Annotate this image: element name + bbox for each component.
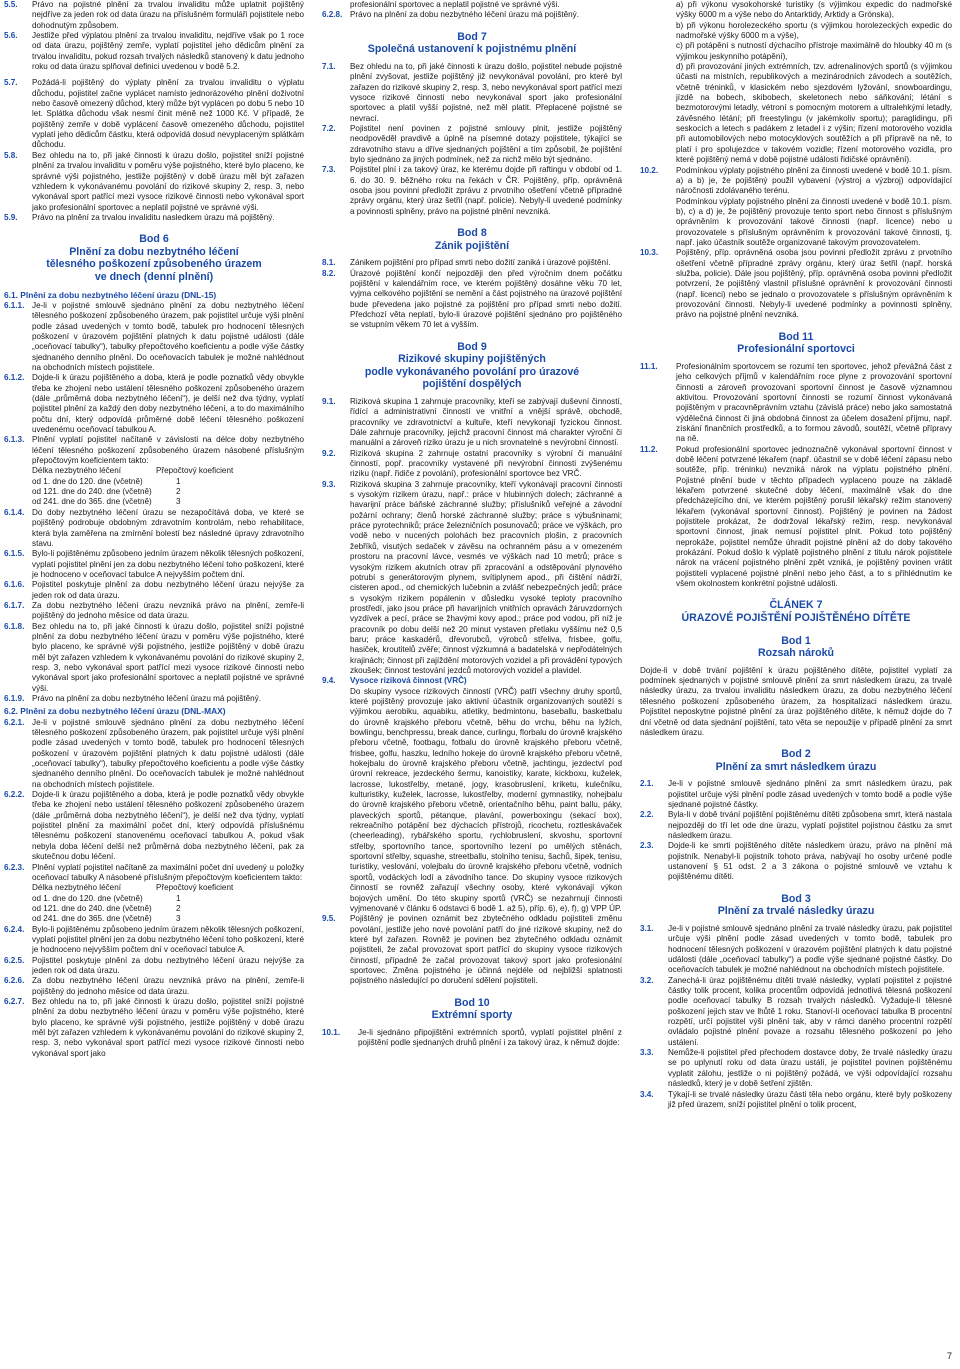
paragraph-5-5: 5.5. Právo na pojistné plnění za trvalou invaliditu může uplatnit pojištěný nejdříve za jeden rok od data úrazu na příslušném formuláři pojistitele nebo dohodnutým způsobem. [4, 0, 304, 30]
paragraph-6-2-4: 6.2.4. Bylo-li pojištěnému způsobeno jedním úrazem několik tělesných poškození, vyplatí pojistitel plnění jen za dobu nezbytného léčení toho poškození, které je hodnoceno nejvyšším počtem dní v oceňovací tabulce A. [4, 924, 304, 955]
paragraph-7-2: 7.2. Pojistitel není povinen z pojistné smlouvy plnit, jestliže pojištěný neodpověděl pravdivě a úplně na písemné dotazy pojistitele, týkající se zdravotního stavu a dříve sjednaných pojištění a tím způsobil, že pojištění bylo sjednáno za jiných podmínek, než za nichž mělo být sjednáno. [322, 123, 622, 164]
paragraph-6-1-7: 6.1.7. Za dobu nezbytného léčení úrazu nevzniká právo na plnění, zemře-li pojištěný do jednoho měsíce od data úrazu. [4, 600, 304, 621]
paragraph-6-1-2: 6.1.2. Dojde-li k úrazu pojištěného a doba, která je podle poznatků vědy obvykle třeba ke zhojení nebo ustálení tělesného poškození způsobeného úrazem (dále „průměrná doba nezbytného léčení“), je delší než dva týdny, vyplatí pojistitel plnění za každý den doby nezbytného léčení, a to do maximálního počtu dní, který odpovídá průměrné době léčení tělesného poškození uvedenému oceňovací tabulkou A. [4, 373, 304, 435]
paragraph-6-2-1: 6.2.1. Je-li v pojistné smlouvě sjednáno plnění za dobu nezbytného léčení tělesného poškození způsobeného úrazem, pak pojistitel určuje výši plnění podle zásad uvedených v tomto bodě, tabulek pro hodnocení tělesných poškození v úrazovém pojištění platných k datu pojistné události (dále „oceňovací tabulky“), tabulky přepočtového koeficientu a podle výše částky sjednaného denního plnění. Do oceňovacích tabulek je možné nahlédnout na obchodních místech pojistitele. [4, 717, 304, 789]
paragraph-6-2-5: 6.2.5. Pojistitel poskytuje plnění za dobu nezbytného léčení úrazu nejvýše za jeden rok od data úrazu. [4, 955, 304, 975]
section-heading-bod-9: Bod 9 Rizikové skupiny pojištěných podle vykonávaného povolání pro úrazové pojištění dospělých [364, 340, 580, 391]
paragraph-10-2-body: Podmínkou výplaty pojistného plnění za činnosti uvedené v bodě 10.1. písm. b), c) a d) je, že pojištěný provozuje tento sport nebo činnost s příslušným oprávněním k provozování takové činnosti (např. licence) nebo u provozovatele s příslušným oprávněním k provozování takové činnosti, tj. např. jako účastník soutěže organizované takovým provozovatelem. [676, 196, 952, 247]
paragraph-9-2: 9.2. Riziková skupina 2 zahrnuje ostatní pracovníky s výrobní či manuální činností, popř. pracovníky vystavené při nevýrobní činnosti zvýšenému riziku (např. řidiče z povolání), profesionální sportovce bez VRČ. [322, 448, 622, 479]
section-heading-bod-2: Bod 2 Plnění za smrt následkem úrazu [715, 748, 877, 773]
paragraph-10-2: 10.2. Podmínkou výplaty pojistného plnění za činnosti uvedené v bodě 10.1. písm. a) a b) je, že pojištěný použil vybavení (výstroj a výzbroj) odpovídající náročnosti zdolávaného terénu. [640, 165, 952, 196]
list-item-c: c) při potápění s nutností dýchacího přístroje maximálně do hloubky 40 m (s výjimkou jeskynního potápění), [676, 41, 952, 61]
paragraph-6-1-1: 6.1.1. Je-li v pojistné smlouvě sjednáno plnění za dobu nezbytného léčení tělesného poškození způsobeného úrazem, pak pojistitel určuje výši plnění podle zásad uvedených v tomto bodě, tabulek pro hodnocení tělesných poškození v úrazovém pojištění platných k datu pojistné události (dále „oceňovací tabulky“), tabulky přepočtového koeficientu a podle výše částky sjednaného denního plnění. Do oceňovacích tabulek je možné nahlédnout na obchodních místech pojistitele. [4, 300, 304, 372]
paragraph-10-1: 10.1. Je-li sjednáno připojištění extrémních sportů, vyplatí pojistitel plnění z pojištění podle sjednaných druhů plnění i za takový úraz, k němuž dojde: [322, 1027, 622, 1048]
section-heading-bod-11: Bod 11 Profesionální sportovci [737, 330, 855, 356]
paragraph-2-3: 2.3. Dojde-li ke smrti pojištěného dítěte následkem úrazu, právo na plnění má pojistník. Nenabyl-li pojistník tohoto práva, nabývají ho osoby určené podle ustanovení § 51 odst. 2 a 3 zákona o pojistné smlouvě ve vztahu k pojištěnému dítěti. [640, 841, 952, 882]
paragraph-6-2-7-continued: profesionální sportovec a neplatil pojistné ve správné výši. [350, 0, 560, 9]
list-item-b: b) při výkonu horolezeckého sportu (s výjimkou horolezeckých expedic do nadmořské výšky 6000 m a výše), [676, 20, 952, 41]
coefficient-table-2: Délka nezbytného léčení Přepočtový koeficient od 1. dne do 120. dne (včetně) 1 od 121. dne do 240. dne (včetně) 2 od 241. dne do 365. dne (včetně) 3 [32, 883, 234, 924]
paragraph-5-8: 5.8. Bez ohledu na to, při jaké činnosti k úrazu došlo, pojistitel sníží pojistné plnění za trvalou invaliditu v poměru výše pojistného, které bylo placeno, ke správné výši pojistného, jestliže pojištěný v době úrazu měl být zařazen vzhledem k vykonávanému povolání do rizikové skupiny 2, resp. 3, nebo vykonával sport patřící mezi vysoce rizikové činnosti nebo vykonával sport jako profesionální sportovec a neplatil pojistné ve správné výši. [4, 150, 304, 212]
article-heading-7: ČLÁNEK 7 ÚRAZOVÉ POJIŠTĚNÍ POJIŠTĚNÉHO DÍTĚTE [681, 599, 911, 624]
paragraph-9-3: 9.3. Riziková skupina 3 zahrnuje pracovníky, kteří vykonávají pracovní činnosti s vysokým rizikem úrazu, např.: práce v hlubinných dolech; záchranné a havarijní práce báňské záchranné služby; příslušníků veřejné a závodní požární ochrany; členů horské záchranné služby; práce s výbušninami; práce pyrotechniků; práce železničních posunovačů; práce ve výškách, pro vodě nebo v nucených polohách bez pracovních plošin, z pracovních žebříků, visutých sedaček v závěsu na ochranném pásu a v omezeném prostoru na pracovní lávce, vesmés ve výškách nad 10 metrů; práce s vysokým rizikem akutních otrav při zpracování a odstěpování plynového potrubí s generátorovým plynem, svítiplynem apod., při čištění nádrží, cisteren apod., od chemických lučebnin a zvlášť nebezpečných jedů; práce s vysokým rizikem popálenin v důsledku vysoké teploty pracovního prostředí, jako jsou práce při havarijních vnitřních opravách žáruvzdorných vyzdívek a pecí, práce se žhavými kovy apod.; práce pod vodou, při níž je pracovník po dobu delší než 20 minut vystaven přetlaku vyššímu než 0,5 baru; práce kaskadérů, dřevorubců, výrobců střeliva, frisbee, golfu, hasiček, kroutitelů zvěře; činnost výzkumná a badatelská v nepřodátelných krajinách; činnost při zajíždění motorových vozidel a při provádění typových zkoušek; činnost testování jezdců motorových vozidel a plavidel. [322, 479, 622, 675]
paragraph-3-2: 3.2. Zanechá-li úraz pojištěnému dítěti trvalé následky, vyplatí pojistitel z pojistné částky tolik procent, kolika procentům odpovídá jednotlivá tělesná poškození podle oceňovací tabulky B rozsah trvalých následků. Vyžaduje-li tělesné poškození jejich stav ve lhůtě 1 roku. Stanoví-li oceňovací tabulka B procentní rozpětí, určí pojistitel výši plnění tak, aby v rámci daného procentní rozpětí ovládalo pojistné plnění povaze a rozsahu tělesného poškození po jeho ustálení. [640, 975, 952, 1047]
paragraph-3-4: 3.4. Týkají-li se trvalé následky úrazu části těla nebo orgánu, které byly poškozeny již před úrazem, sníží pojistitel plnění o tolik procent, [640, 1089, 952, 1109]
column-middle [322, 0, 622, 1048]
paragraph-6-2-7: 6.2.7. Bez ohledu na to, při jaké činnosti k úrazu došlo, pojistitel sníží pojistné plnění za dobu nezbytného léčení úrazu v poměru výše pojistného, které bylo placeno, ke správné výši pojistného, jestliže pojištěný v době úrazu měl být zařazen vzhledem k vykonávanému povolání do rizikové skupiny 2, resp. 3, nebo vykonával sport patřící mezi vysoce rizikové činnosti nebo vykonával sport jako [4, 996, 304, 1058]
subheading-6-2: 6.2. Plnění za dobu nezbytného léčení úrazu (DNL-MAX) [4, 706, 226, 717]
subheading-6-1: 6.1. Plnění za dobu nezbytného léčení úrazu (DNL-15) [4, 289, 217, 300]
paragraph-6-2-3: 6.2.3. Plnění vyplatí pojistitel načítaně za maximální počet dní uvedený u položky oceňovací tabulky A násobené příslušným přepočtovým koeficientem takto: [4, 862, 304, 882]
paragraph-6-1-8: 6.1.8. Bez ohledu na to, při jaké činnosti k úrazu došlo, pojistitel sníží pojistné plnění za dobu nezbytného léčení úrazu v poměru výše pojistného, které bylo placeno, ke správné výši pojistného, jestliže pojištěný v době úrazu měl být zařazen vzhledem k vykonávanému povolání do rizikové skupiny 2, resp. 3, nebo vykonával sport patřící mezi vysoce rizikové činnosti nebo vykonával sport jako profesionální sportovec a neplatil pojistné ve správné výši. [4, 621, 304, 693]
section-heading-bod-3: Bod 3 Plnění za trvalé následky úrazu [717, 892, 875, 918]
paragraph-6-1-3: 6.1.3. Plnění vyplatí pojistitel načítaně v závislosti na délce doby nezbytného léčení tělesného poškození způsobeného úrazem násobené příslušným přepočtovým koeficientem takto: [4, 435, 304, 466]
paragraph-5-9: 5.9. Právo na plnění za trvalou invaliditu nasledkem úrazu má pojištěný. [4, 212, 275, 222]
paragraph-3-1: 3.1. Je-li v pojistné smlouvě sjednáno plnění za trvalé následky úrazu, pak pojistitel určuje výši plnění podle zásad uvedených v tomto bodě, tabulek pro hodnocení tělesných poškození v úrazovém pojištění platných k datu pojistné události (dále „oceňovací tabulky“) a podle výše sjednané pojistné částky. Do oceňovacích tabulek je možné nahlédnout na obchodních místech pojistitele. [640, 924, 952, 975]
section-heading-bod-6: Bod 6 Plnění za dobu nezbytného léčení tělesného poškození způsobeného úrazem ve dnech (denní plnění) [46, 233, 262, 283]
paragraph-6-1-4: 6.1.4. Do doby nezbytného léčení úrazu se nezapočítává doba, ve které se pojištěný podrobuje obdobným zdravotním kontrolám, nebo rehabilitace, která byla zaměřena na zmírnění bolestí bez následné úpravy zdravotního stavu. [4, 507, 304, 548]
list-item-d: d) při provozování jiných extrémních, tzv. adrenalinových sportů (s výjimkou účasti na místních, republikových a mezinárodních závodech a soutěžích, včetně tréninků, v klasickém nebo sjezdovém lyžování, snowboardingu, jízdě na bobech, skibobech, skeletonech nebo sáňkování; létání s bezmotorovými letadly, vétroní s pomocným motorem a ultralehkými letadly, závěsného létání; při freestylingu (v jakémkoliv sportu); paraglidingu, při seskocích a letech s padákem z letadel i z výšin; řízení motorového vozidla při automobilových nebo motocyklových soutěžích a při přípravě na ně, to platí i pro spolujezdce v takovém vozidle; řízení motorového vozidla, pro které pojištěný nemá v době pojistné události řidičské oprávnění). [676, 62, 952, 165]
coefficient-table-1: Délka nezbytného léčení Přepočtový koeficient od 1. dne do 120. dne (včetně) 1 od 121. dne do 240. dne (včetně) 2 od 241. dne do 365. dne (včetně) 3 [32, 466, 234, 507]
paragraph-2-1: 2.1. Je-li v pojistné smlouvě sjednáno plnění za smrt následkem úrazu, pak pojistitel určuje výši plnění podle zásad uvedených v tomto bodě a podle výše sjednané pojistné částky. [640, 779, 952, 810]
page-number: 7 [946, 1351, 952, 1361]
paragraph-8-1: 8.1. Zánikem pojištění pro případ smrti nebo dožití zaniká i úrazové pojištění. [322, 258, 611, 268]
paragraph-3-3: 3.3. Nemůže-li pojistitel před přechodem dostavce doby, že trvalé následky úrazu se po uplynutí roku od data úrazu ustálí, je pojistitel povinen pojištěnému vyplatit zálohu, jestliže o ni pojištěný požádá, ve výši odpovídající rozsahu následků, který je v době šetření zjištěn. [640, 1048, 952, 1089]
paragraph-7-3: 7.3. Pojistitel plní i za takový úraz, ke kterému dojde při raftingu v období od 1. 6. do 30. 9. běžného roku na řekách v ČR. Pojištěný, příp. oprávněná osoba jsou povinni předložit zprávu z prvotního ošetření včetně přípradné zprávy orgánu, který úraz šetřil (např. policie). Nebyly-li uvedené podmínky a povinnosti splněny, právo na pojistné plnění nevzniká. [322, 165, 622, 216]
paragraph-6-1-5: 6.1.5. Bylo-li pojištěnému způsobeno jedním úrazem několik tělesných poškození, vyplatí pojistitel plnění jen za dobu nezbytného léčení toho poškození, které je hodnoceno v oceňovací tabulce A nejvyšším počtem dní. [4, 549, 304, 579]
paragraph-6-1-9: 6.1.9. Právo na plnění za dobu nezbytného léčení úrazu má pojištěný. [4, 694, 262, 703]
paragraph-11-1: 11.1. Profesionálním sportovcem se rozumí ten sportovec, jehož převážná část z jeho celkových příjmů v kalendářním roce plyne z provozování sportovní činnosti a zároveň provozovaní sportovní činnost je časově významnou aktivitou. Provozování sportovní činnosti se rozumí činnost vykonávaná pojištěným v pracovněprávním vztahu (závislá práce) nebo jako samostatná výdělečná činnost či jiná obdobná činnost za účelem dosažení příjmu, např. získání finančních prostředků, a to formou závodů, soutěží, včetně přípravy na ně. [640, 361, 952, 444]
paragraph-5-7: 5.7. Požádá-li pojištěný do výplaty plnění za trvalou invaliditu o výplatu důchodu, pojistitel začne vyplácet namísto jednorázového plnění doživotní nebo časově omezený důchod, který může být vyplácen po dobu 5 nebo 10 let. Splátka důchodu však nesmí činit méně než 1000 Kč. V případě, že pojištěný zemře v době vyplácení časově omezeného důchodu, pojistitel vyplatí jeho dědicům částku, která odpovídá dosud nevyplaceným splátkám důchodu. [4, 78, 304, 150]
paragraph-9-4-body: Do skupiny vysoce rizikových činností (VRČ) patří všechny druhy sportů, které pojištěný provozuje jako aktivní účastník organizovaných soutěží s výjimkou aerobiku, aquabiku, atletiky, bedmintonu, baseballu, basketbalu do úrovně krajského přeboru včetně, běhu do vrchu, běhu na lyžích, bowlingu, benchpressu, break dance, curlingu, florbalu do úrovně krajského přeboru včetně, footbagu, fotbalu do úrovně krajského přeboru včetně, frisbee, golfu, haszku, ledního hokeje do úrovně krajského přeboru včetně, hokejbalu do úrovně krajského přeboru včetně, jachtingu, jezdectví pod úrovní rekreace, jezdeckého šermu, kanoistiky, karate, kickboxu, kuželek, lacrosse, lukostřelby, metané, jogy, krasobruslení, kriketu, kulečníku, kulturistiky, kuželek, lacrosse, lukostřelby, moderní gymnastiky, nohejbalu do úrovně krajského přeboru včetně, orientačního běhu, paint ballu, páky, plaveckých sportů, pétanque, plavání, powerboxingu (sekací box), rekreačního potápění bez dýchacích přístrojů, ricochetu, roztleskávaček (cheerleading), rybářského sportu, rychlobruslení, skvoshu, sportovní střelby, sportovního tance, sportovního lezení po umělých stěnách, sportovní střelby, squashe, streetballu, stolního tenisu, šachů, šipek, tenisu, turistiky, veslování, volejbalu do úrovně krajského přeboru včetně, vodních sportů, vodáckých lodí a závodního tance. Do skupiny vysoce rizikových činností se rovněž zařazují všechny osoby, které vykonávají výkon bojových umění. Do této skupiny sportů (VRČ) se nezahrnují činnosti vyjmenované v článku 6 odstavci 6 bodě 1. až 5), příp. 6), e), f), g) VPP ÚP. [350, 686, 622, 913]
paragraph-9-4: 9.4. Vysoce riziková činnost (VRČ) [322, 676, 467, 686]
paragraph-8-2: 8.2. Úrazové pojištění končí nejpozději den před výročním dnem počátku pojištění v kalendářním roce, ve kterém pojištěný dosáhne věku 70 let, vyjma celkového pojištění se nemění a část pojistného na úrazové pojištění bude převedena jako pojistné za pojištění pro případ smrti nebo dožití. Předchozí věta neplatí, bylo-li úrazové pojištění sjednáno pro pojištěného se vstupním věkem 70 let a vyšším. [322, 268, 622, 330]
paragraph-6-2-8: 6.2.8. Právo na plnění za dobu nezbytného léčení úrazu má pojištěný. [322, 10, 580, 20]
paragraph-10-3: 10.3. Pojištěný, příp. oprávněná osoba jsou povinni předložit zprávu z prvotního ošetření včetně přípradné zprávy orgánu, který úraz šetřil (např. horská služba, policie). Dále jsou pojištěný, příp. oprávněná osoba povinni předložit potvrzení, že pojištěný vlastnil příslušné oprávnění k provozování činnosti (např. licenci) nebo se jednalo o provozovatele s příslušným oprávněním k provozování činnosti. Nebyly-li uvedené podmínky a povinnosti splněny, právo na pojistné plnění nevzniká. [640, 248, 952, 320]
paragraph-2-2: 2.2. Byla-li v době trvání pojištění pojištěnému dítěti způsobena smrt, která nastala nejpozději do tří let ode dne úrazu, vyplatí pojistitel pojistnou částku za smrt následkem úrazu. [640, 810, 952, 841]
paragraph-6-1-6: 6.1.6. Pojistitel poskytuje plnění za dobu nezbytného léčení úrazu nejvýše za jeden rok od data úrazu. [4, 580, 304, 600]
paragraph-9-1: 9.1. Riziková skupina 1 zahrnuje pracovníky, kteří se zabývají duševní činností, řídící a administrativní činností ve vnitřní a vnější správě, obchodě, pracovníky ve zdravotnictví a kultuře, kteří nevykonají fyzickou činnost. Dále zahrnuje pracovníky, jejichž pracovní činnost má charakter výroční či manuální a zároveň riziko úrazu je u nich srovnatelné s nevýrobní činností. [322, 397, 622, 448]
section-heading-bod-10: Bod 10 Extrémní sporty [431, 996, 513, 1022]
list-item-a: a) při výkonu vysokohorské turistiky (s výjimkou expedic do nadmořské výšky 6000 m a výše nebo do Antarktidy, Arktidy a Grónska), [676, 0, 952, 20]
paragraph-11-2: 11.2. Pokud profesionální sportovec jednoznačně vykonával sportovní činnost v době léčení potvrzené lékařem (např. účastnil se v době léčení zápasu nebo soutěže, příp. tréninku) nevzniká nárok na výplatu pojistného plnění. Pojistné plnění bude v těchto případech vyplaceno pouze na základě lékařem potvrzené skutečné doby léčení, maximálně však do dne předcházejícího dni, ve kterém pojištěný porušil lékařský režim stanovený lékařem (vykonával sportovní činnost). Pojištěný je povinen na žádost pojistitele prokázat, že dodržoval lékařský režim, resp. nevykonával sportovní činnost, jinak nemusí pojistitel plnit. Pokud toto pojištěný neprokáže, pojistitel nemůže úhradit pojistné plnění až do doby takového prokázání. Pokud došlo k výplatě pojistného plnění z titulu nárok pojistitele nárok na vrácení pojistného plnění zpět vzniká, je pojištěný povinen vrátit pojistiteli vyplacené pojistné plnění nebo jeho část, a to s přihlédnutím ke všem okolnostem konkrétní pojistné události. [640, 444, 952, 589]
section-heading-bod-1: Bod 1 Rozsah nároků [758, 634, 834, 660]
section-heading-bod-8: Bod 8 Zánik pojištění [434, 227, 510, 252]
column-right [640, 0, 952, 1110]
paragraph-9-5: 9.5. Pojištěný je povinen oznámit bez zbytečného odkladu pojistiteli změnu povolání, jestliže jeho nové povolání patří do jiné rizikové skupiny, než do které byl zařazen. Rovněž je povinen bez zbytečného odkladu oznámit pojistiteli, že začal provozovat sport patřící do skupiny vysoce rizikových činností, případně že začal provozovat takový sport jako profesionální sportovec. Změna pojistného je účinná nejdéle od nejbližší splatnosti pojistného následující po doručení sdělení pojistiteli. [322, 914, 622, 986]
section-heading-bod-7: Bod 7 Společná ustanovení k pojistnému plnění [367, 30, 577, 56]
column-left [4, 0, 304, 1059]
paragraph-6-2-6: 6.2.6. Za dobu nezbytného léčení úrazu nevzniká právo na plnění, zemře-li pojištěný do jednoho měsíce od data úrazu. [4, 976, 304, 996]
paragraph-5-6: 5.6. Jestliže před výplatou plnění za trvalou invaliditu, nejdříve však po 1 roce od data úrazu, pojištěný zemře, vyplatí pojistitel jeho dědicům plnění za trvalou invaliditu, pokud rozsah trvalých následků stanovený k datu jednoho roku od data úrazu splňoval definici uvedenou v bodě 5.2. [4, 31, 304, 72]
paragraph-6-2-2: 6.2.2. Dojde-li k úrazu pojištěného a doba, která je podle poznatků vědy obvykle třeba ke zhojení nebo ustálení tělesného poškození způsobeného úrazem (dále „průměrná doba nezbytného léčení“), je delší než dva týdny, vyplatí pojistitel plnění za maximální počet dní, který odpovídá příslušnému tělesnému poškození stanovenému oceňovací tabulkou A, pokud však nebyla doba léčení delší než průměrná doba nezbytného léčení, pak za skutečnou dobu léčení. [4, 790, 304, 862]
paragraph-rozsah-naroku: Dojde-li v době trvání pojištění k úrazu pojištěného dítěte, pojistitel vyplatí za podmínek sjednaných v pojistné smlouvě plnění za smrt následkem úrazu, za trvalé následky úrazu, za trvalou invaliditu následkem úrazu, za dobu nezbytného léčení tělesného poškození způsobeného úrazem, za hospitalizaci následkem úrazu. Pojistitel neposkytne pojistné plnění za úraz pojištěného dítěte, k němuž dojde do 7 dní včetně od data sjednání pojištění, tato věta se nepoužije v případě plnění za smrt následkem úrazu. [640, 665, 952, 737]
paragraph-7-1: 7.1. Bez ohledu na to, při jaké činnosti k úrazu došlo, pojistitel nebude pojistné plnění zvyšovat, jestliže pojištěný již nevykonával povolání, pro které byl zařazen do rizikové skupiny 2, resp. 3, nebo nevykonával sport patřící mezi vysoce rizikové činnosti nebo nevykonával sport jako profesionální sportovec a platil vyšší pojistné, než měl platit. Přeplacené pojistné se nevrací. [322, 61, 622, 123]
